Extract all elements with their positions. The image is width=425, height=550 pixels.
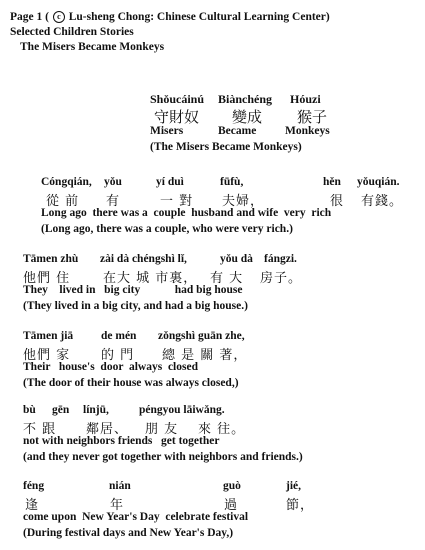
hanzi-word: 從 前 xyxy=(46,194,80,209)
hanzi-word: 有錢。 xyxy=(361,194,404,209)
hanzi-word: 總 是 關 著， xyxy=(162,348,248,363)
pinyin-word: zǒngshì guān zhe, xyxy=(158,330,245,342)
pinyin-word: Tāmen zhù xyxy=(23,253,79,265)
title-gloss-2: Became xyxy=(218,125,257,137)
hanzi-word: 夫婦， xyxy=(222,194,265,209)
hanzi-word: 他們 住 xyxy=(23,271,71,286)
title-pinyin-2: Biànchéng xyxy=(218,92,273,106)
page-header xyxy=(10,11,330,23)
hanzi-word: 的 門 xyxy=(101,348,135,363)
gloss-line: Long ago there was a couple husband and wife very rich xyxy=(41,207,332,219)
gloss-line: They lived in big city had big house xyxy=(23,284,243,296)
hanzi-word: 鄰居、 xyxy=(86,422,129,437)
title-hanzi-2: 變成 xyxy=(232,108,263,126)
pinyin-word: zài dà chéngshì lǐ, xyxy=(100,253,187,265)
pinyin-word: féng xyxy=(23,480,45,492)
page-label: Page 1 ( xyxy=(10,11,49,23)
pinyin-word: yǒu xyxy=(104,176,122,188)
translation-line: (Long ago, there was a couple, who were very rich.) xyxy=(41,223,293,235)
hanzi-word: 房子。 xyxy=(260,271,303,286)
pinyin-word: bù xyxy=(23,404,36,416)
copyright-icon: c xyxy=(53,11,65,23)
hanzi-word: 有 xyxy=(106,194,121,209)
hanzi-word: 來 往。 xyxy=(198,422,246,437)
translation-line: (and they never got together with neighbors and friends.) xyxy=(23,451,303,463)
pinyin-word: Cóngqián, xyxy=(41,176,92,188)
pinyin-word: fūfù, xyxy=(220,176,244,188)
title-gloss-1: Misers xyxy=(150,125,184,137)
hanzi-word: 一 對 xyxy=(160,194,194,209)
pinyin-word: yǒuqián. xyxy=(357,176,400,188)
title-gloss-3: Monkeys xyxy=(285,125,330,137)
pinyin-word: guò xyxy=(223,480,241,492)
hanzi-word: 在大 城 市裏， xyxy=(103,271,198,286)
title-pinyin-1: Shǒucáinú xyxy=(150,92,205,106)
hanzi-word: 過 xyxy=(224,498,239,513)
pinyin-word: de mén xyxy=(101,330,137,342)
pinyin-word: Tāmen jiā xyxy=(23,330,74,342)
author-center: Lu-sheng Chong: Chinese Cultural Learning Center) xyxy=(68,11,330,23)
translation-line: (During festival days and New Year's Day,) xyxy=(23,527,234,539)
pinyin-word: yí duì xyxy=(156,176,184,188)
title-pinyin-3: Hóuzi xyxy=(290,92,321,106)
pinyin-word: fángzi. xyxy=(264,253,297,265)
hanzi-word: 不 跟 xyxy=(23,422,57,437)
hanzi-word: 逢 xyxy=(25,498,40,513)
pinyin-word: gēn xyxy=(52,404,70,416)
hanzi-word: 很 xyxy=(330,194,345,209)
pinyin-word: péngyou lāiwǎng. xyxy=(139,404,225,416)
hanzi-word: 節， xyxy=(286,498,315,513)
hanzi-word: 有 大 xyxy=(210,271,244,286)
gloss-line: Their house's door always closed xyxy=(23,361,198,373)
pinyin-word: jié, xyxy=(286,480,302,492)
translation-line: (The door of their house was always closed,) xyxy=(23,377,239,389)
hanzi-word: 他們 家 xyxy=(23,348,71,363)
gloss-line: not with neighbors friends get together xyxy=(23,435,220,447)
title-translation: (The Misers Became Monkeys) xyxy=(150,141,302,153)
translation-line: (They lived in a big city, and had a big house.) xyxy=(23,300,248,312)
hanzi-word: 年 xyxy=(110,498,125,513)
hanzi-word: 朋 友 xyxy=(145,422,179,437)
collection-name: Selected Children Stories xyxy=(10,26,134,38)
pinyin-word: línjū, xyxy=(83,404,109,416)
gloss-line: come upon New Year's Day celebrate festival xyxy=(23,511,249,523)
pinyin-word: nián xyxy=(109,480,131,492)
pinyin-word: yǒu dà xyxy=(220,253,253,265)
story-title: The Misers Became Monkeys xyxy=(20,41,165,53)
pinyin-word: hěn xyxy=(323,176,341,188)
title-hanzi-1: 守財奴 xyxy=(154,108,200,126)
title-hanzi-3: 猴子 xyxy=(297,108,328,126)
